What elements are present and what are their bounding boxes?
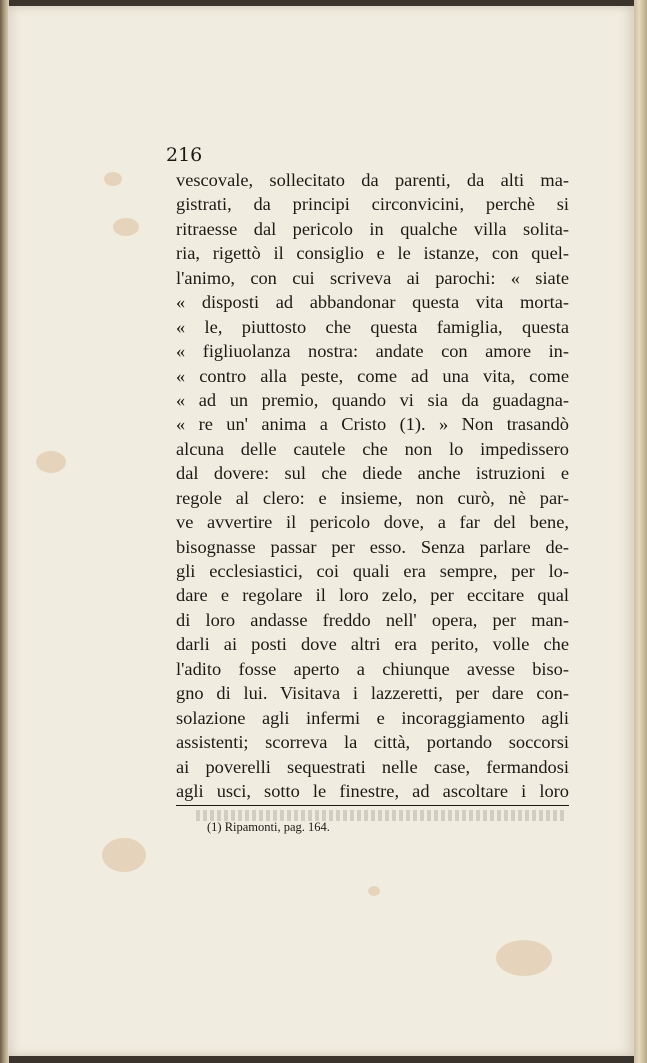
page-number: 216	[166, 144, 203, 166]
foxing-stain	[496, 940, 552, 976]
foxing-stain	[368, 886, 380, 896]
text-line: assistenti; scorreva la città, portando soccorsi	[176, 732, 569, 753]
text-line: gistrati, da principi circonvicini, perchè si	[176, 194, 569, 215]
text-line: dal dovere: sul che diede anche istruzioni e	[176, 463, 569, 484]
foxing-stain	[113, 218, 139, 236]
text-line: bisognasse passar per esso. Senza parlare de-	[176, 536, 569, 557]
footnote: (1) Ripamonti, pag. 164.	[207, 820, 330, 834]
text-line: di loro andasse freddo nell' opera, per man-	[176, 609, 569, 630]
text-line: ria, rigettò il consiglio e le istanze, con quel-	[176, 243, 569, 264]
text-line: l'adito fosse aperto a chiunque avesse biso-	[176, 658, 569, 679]
text-line: « ad un premio, quando vi sia da guadagna-	[176, 389, 569, 410]
foxing-stain	[102, 838, 146, 872]
body-text	[176, 168, 569, 803]
text-line: ritraesse dal pericolo in qualche villa solita-	[176, 218, 569, 239]
text-line: ve avvertire il pericolo dove, a far del bene,	[176, 512, 569, 533]
text-line: agli usci, sotto le finestre, ad ascoltare i loro	[176, 780, 569, 801]
text-line: « le, piuttosto che questa famiglia, questa	[176, 316, 569, 337]
text-line: vescovale, sollecitato da parenti, da alti ma-	[176, 170, 569, 190]
text-line: darli ai posti dove altri era perito, volle che	[176, 634, 569, 655]
text-line: dare e regolare il loro zelo, per eccitare qual	[176, 585, 569, 606]
foxing-stain	[36, 451, 66, 473]
text-line: gno di lui. Visitava i lazzeretti, per dare con-	[176, 683, 569, 704]
text-line: gli ecclesiastici, coi quali era sempre, per lo-	[176, 561, 569, 581]
text-line: « disposti ad abbandonar questa vita morta-	[176, 292, 569, 313]
text-line: ai poverelli sequestrati nelle case, fermandosi	[176, 756, 569, 777]
text-line: l'animo, con cui scriveva ai parochi: « siate	[176, 267, 569, 288]
text-line: alcuna delle cautele che non lo impedissero	[176, 438, 569, 459]
text-line: « contro alla peste, come ad una vita, come	[176, 365, 569, 386]
text-line: « re un' anima a Cristo (1). » Non trasandò	[176, 414, 569, 435]
foxing-stain	[104, 172, 122, 186]
text-line: solazione agli infermi e incoraggiamento agli	[176, 707, 569, 728]
fore-edge	[634, 0, 647, 1063]
text-line: « figliuolanza nostra: andate con amore in-	[176, 341, 569, 362]
text-line: regole al clero: e insieme, non curò, nè par-	[176, 487, 569, 508]
